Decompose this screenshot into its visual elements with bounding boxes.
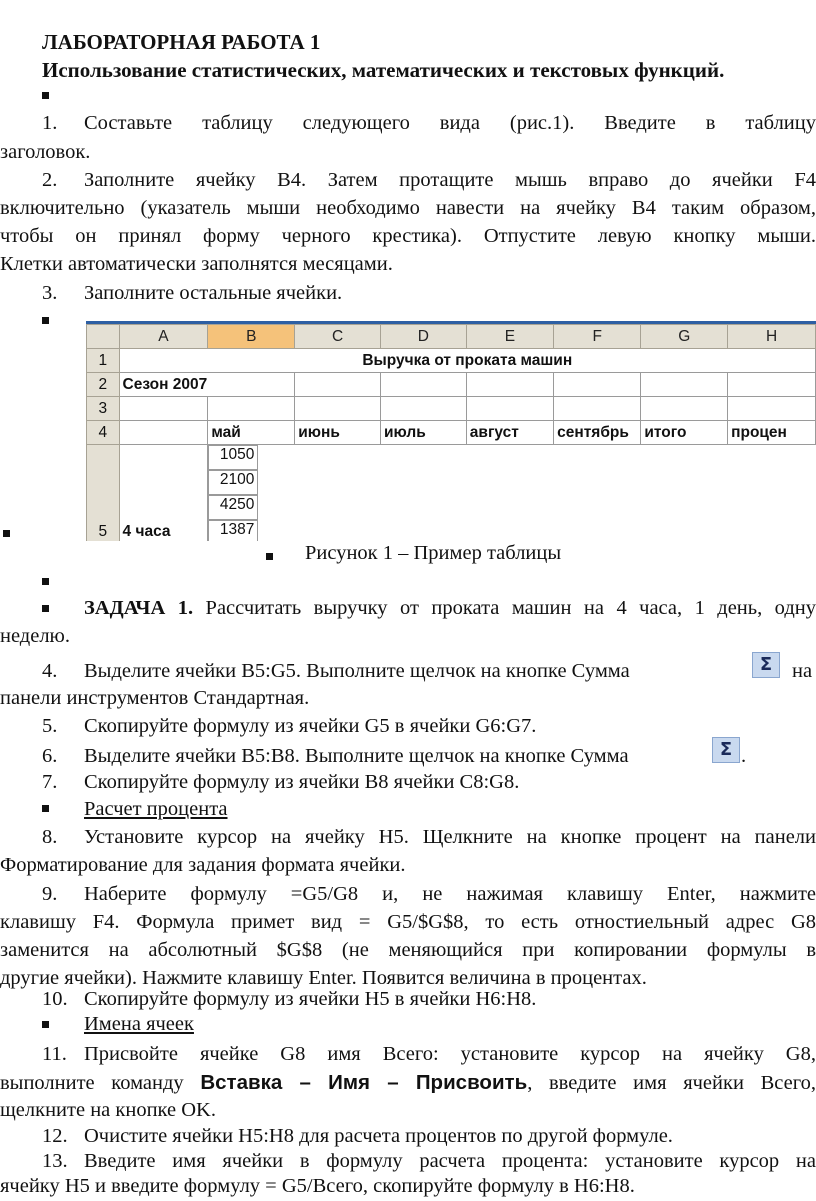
cell [641,397,728,421]
cell [466,373,553,397]
spreadsheet-figure [86,321,816,541]
step-6-line-1: 6. Выделите ячейки B5:B8. Выполните щелчок на кнопке Сумма [42,745,629,767]
section-names-heading: Имена ячеек [84,1013,194,1035]
step-9-line-3: заменится на абсолютный $G$8 (не меняющийся при копировании формулы в [0,939,816,961]
cell [641,373,728,397]
step-6-line-1-end: . [741,745,747,767]
page-title: ЛАБОРАТОРНАЯ РАБОТА 1 [42,30,321,54]
bullet-marker [42,605,49,612]
step-11-line-2: выполните команду Вставка – Имя – Присвоить, введите имя ячейки Всего, [0,1071,816,1094]
bullet-marker [266,553,273,560]
header-cell-may: май [208,421,295,445]
sheet-row-4 [87,421,816,445]
step-2-line-3: чтобы он принял форму черного крестика). Отпустите левую кнопку мыши. [0,225,816,247]
header-cell-july: июль [381,421,467,445]
header-cell-september: сентябрь [554,421,641,445]
step-1-line-1: 1. Составьте таблицу следующего вида (рис.1). Введите в таблицу [42,112,816,134]
cell [554,373,641,397]
cell [381,373,467,397]
bullet-marker [42,317,49,324]
value-cell: 1387 [208,520,258,541]
step-8-line-1: 8. Установите курсор на ячейку H5. Щелкните на кнопке процент на панели [42,826,816,848]
step-11-line-3: щелкните на кнопке OK. [0,1099,216,1121]
step-3-line-1: 3. Заполните остальные ячейки. [42,282,343,304]
step-12-line-1: 12. Очистите ячейки H5:H8 для расчета процентов по другой формуле. [42,1125,673,1147]
header-cell [119,421,208,445]
sheet-row-1 [87,349,816,373]
header-cell-percent: процен [728,421,816,445]
step-13-line-2: ячейку H5 и введите формулу = G5/Всего, скопируйте формулу в H6:H8. [0,1175,635,1197]
figure-caption: Рисунок 1 – Пример таблицы [305,542,562,564]
bullet-marker [42,805,49,812]
sheet-row-5 [87,445,816,542]
sum-button-icon: Σ [752,652,780,678]
step-9-line-4: другие ячейки). Нажмите клавишу Enter. Появится величина в процентах. [0,967,647,989]
column-header-h: H [728,325,816,349]
step-2-line-1: 2. Заполните ячейку B4. Затем протащите мышь вправо до ячейки F4 [42,169,816,191]
step-13-line-1: 13. Введите имя ячейки в формулу расчета процента: установите курсор на [42,1150,816,1172]
column-header-f: F [554,325,641,349]
row-number: 3 [87,397,120,421]
step-4-line-2: панели инструментов Стандартная. [0,687,310,709]
row-number: 5 [87,445,120,542]
step-4-line-1-end: на [792,660,813,682]
step-2-line-2: включительно (указатель мыши необходимо навести на ячейку B4 таким образом, [0,197,816,219]
step-5-line-1: 5. Скопируйте формулу из ячейки G5 в ячейки G6:G7. [42,715,537,737]
page-subtitle: Использование статистических, математических и текстовых функций. [42,58,725,82]
step-4-line-1: 4. Выделите ячейки B5:G5. Выполните щелчок на кнопке Сумма [42,660,630,682]
column-header-row [87,325,816,349]
section-percent-heading: Расчет процента [84,798,228,820]
cell [554,397,641,421]
step-2-line-4: Клетки автоматически заполнятся месяцами. [0,253,393,275]
sheet-row-3 [87,397,816,421]
bullet-marker [3,530,10,537]
row-number: 2 [87,373,120,397]
cell [208,397,295,421]
row-label-cell: 4 часа [119,445,208,542]
header-cell-total: итого [641,421,728,445]
cell [295,373,381,397]
header-cell-june: июнь [295,421,381,445]
column-header-a: A [119,325,208,349]
column-header-b: B [208,325,295,349]
column-header-c: C [295,325,381,349]
value-cell: 2100 [208,470,258,495]
task-1-line-1: ЗАДАЧА 1. Рассчитать выручку от проката машин на 4 часа, 1 день, одну [84,597,816,619]
step-11-line-1: 11. Присвойте ячейке G8 имя Всего: установите курсор на ячейку G8, [42,1043,816,1065]
cell [381,397,467,421]
value-cell: 1050 [208,445,258,470]
cell [119,397,208,421]
row-number: 4 [87,421,120,445]
row-number: 1 [87,349,120,373]
header-cell-august: август [466,421,553,445]
cell [295,397,381,421]
table-title-cell: Выручка от проката машин [119,349,815,373]
bullet-marker [42,92,49,99]
spreadsheet-table [86,324,816,541]
step-9-line-2: клавишу F4. Формула примет вид = G5/$G$8, то есть отностиельный адрес G8 [0,911,816,933]
column-header-e: E [466,325,553,349]
column-header-d: D [381,325,467,349]
bullet-marker [42,1021,49,1028]
task-1-line-2: неделю. [0,625,70,647]
step-9-line-1: 9. Наберите формулу =G5/G8 и, не нажимая клавишу Enter, нажмите [42,883,816,905]
step-8-line-2: Форматирование для задания формата ячейки. [0,854,406,876]
step-10-line-1: 10. Скопируйте формулу из ячейки H5 в ячейки H6:H8. [42,988,537,1010]
step-1-line-2: заголовок. [0,141,91,163]
sheet-row-2 [87,373,816,397]
step-7-line-1: 7. Скопируйте формулу из ячейки B8 ячейки C8:G8. [42,771,520,793]
column-header-g: G [641,325,728,349]
sum-button-icon: Σ [712,737,740,763]
cell [466,397,553,421]
season-cell: Сезон 2007 [119,373,295,397]
cell [728,373,816,397]
value-cell: 4250 [208,495,258,520]
cell [728,397,816,421]
bullet-marker [42,578,49,585]
sheet-corner [87,325,120,349]
